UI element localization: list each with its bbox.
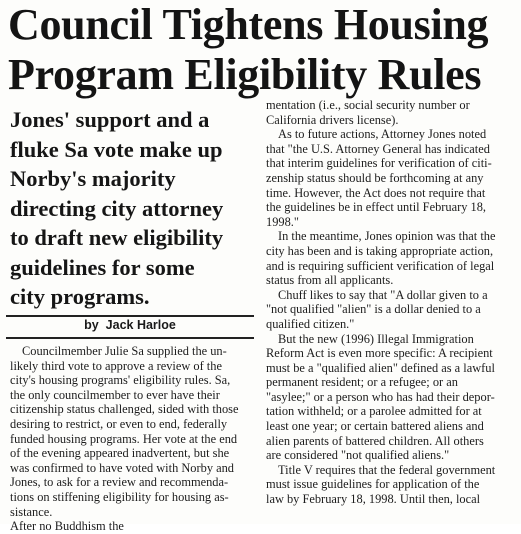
body-line: Councilmember Julie Sa supplied the un- <box>22 344 227 358</box>
body-line: sistance. <box>10 504 53 519</box>
byline <box>6 317 254 333</box>
deck-line: guidelines for some <box>10 254 195 280</box>
body-line: city's housing programs' eligibility rules. Sa, <box>10 373 231 388</box>
body-line: Jones, to ask for a review and recommenda- <box>10 475 229 490</box>
deck-line: to draft new eligibility <box>10 225 224 250</box>
body-line: status from all applicants. <box>266 273 394 288</box>
body-line: must issue guidelines for application of the <box>266 477 480 492</box>
deck-line: directing city attorney <box>10 195 224 221</box>
body-line: least one year; or certain battered aliens and <box>266 419 484 434</box>
body-line: time. However, the Act does not require that <box>266 185 486 200</box>
body-line: zenship status should be forthcoming at any <box>266 170 484 185</box>
body-line: must be a "qualified alien" defined as a lawful <box>266 360 495 375</box>
body-line: But the new (1996) Illegal Immigration <box>278 331 474 346</box>
body-line: Title V requires that the federal government <box>278 462 496 477</box>
byline-prefix: by <box>84 318 99 332</box>
deck-line: city programs. <box>10 284 150 309</box>
left-column-body <box>10 344 256 534</box>
deck-line: Norby's majority <box>10 166 176 191</box>
right-column-body <box>266 98 516 507</box>
byline-author: Jack Harloe <box>105 318 176 332</box>
body-line: tation withheld; or a parolee admitted for at <box>266 404 482 419</box>
body-line: law by February 18, 1998. Until then, local <box>266 492 481 507</box>
body-line: the only councilmember to ever have their <box>10 387 220 402</box>
body-line: funded housing programs. Her vote at the end <box>10 431 238 446</box>
body-line: was confirmed to have voted with Norby and <box>10 460 235 475</box>
body-line: are considered "not qualified aliens." <box>266 448 450 463</box>
body-line: Chuff likes to say that "A dollar given to a <box>278 287 488 302</box>
body-line: that "the U.S. Attorney General has indicated <box>266 141 490 156</box>
body-line: Reform Act is even more specific: A recipient <box>266 346 493 361</box>
body-line: "asylee;" or a person who has had their depor- <box>266 389 495 404</box>
body-line: of the evening appeared inadvertent, but she <box>10 446 230 461</box>
headline <box>8 0 518 100</box>
body-line: the guidelines be in effect until February 18, <box>266 200 486 215</box>
deck-line: fluke Sa vote make up <box>10 136 223 162</box>
body-line: city has been and is taking appropriate action, <box>266 243 494 258</box>
body-line: mentation (i.e., social security number or <box>266 98 470 112</box>
body-line: desiring to restrict, or even to end, federally <box>10 416 228 431</box>
body-line: California drivers license). <box>266 112 399 127</box>
body-line: "not qualified "alien" is a dollar denied to a <box>266 302 481 317</box>
body-line: 1998." <box>266 214 299 229</box>
deck-line: Jones' support and a <box>10 107 210 132</box>
body-line: tions on stiffening eligibility for housing as- <box>10 489 229 504</box>
headline-line-2: Program Eligibility Rules <box>8 50 482 99</box>
body-line: permanent resident; or a refugee; or an <box>266 375 458 390</box>
body-line: As to future actions, Attorney Jones noted <box>278 127 487 142</box>
body-line: that interim guidelines for verification of citi- <box>266 156 492 171</box>
deck-subheadline <box>6 105 258 312</box>
body-line: likely third vote to approve a review of the <box>10 358 222 373</box>
body-line: qualified citizen." <box>266 316 355 331</box>
body-line: After no Buddhism the <box>10 519 124 534</box>
body-line: and is requiring sufficient verification of legal <box>266 258 495 273</box>
body-line: citizenship status challenged, sided with those <box>10 402 239 417</box>
body-line: In the meantime, Jones opinion was that the <box>278 229 496 244</box>
body-line: alien parents of battered children. All others <box>266 433 484 448</box>
byline-rule-bottom <box>6 337 254 339</box>
headline-line-1: Council Tightens Housing <box>8 0 489 49</box>
left-column-deck <box>6 105 258 312</box>
